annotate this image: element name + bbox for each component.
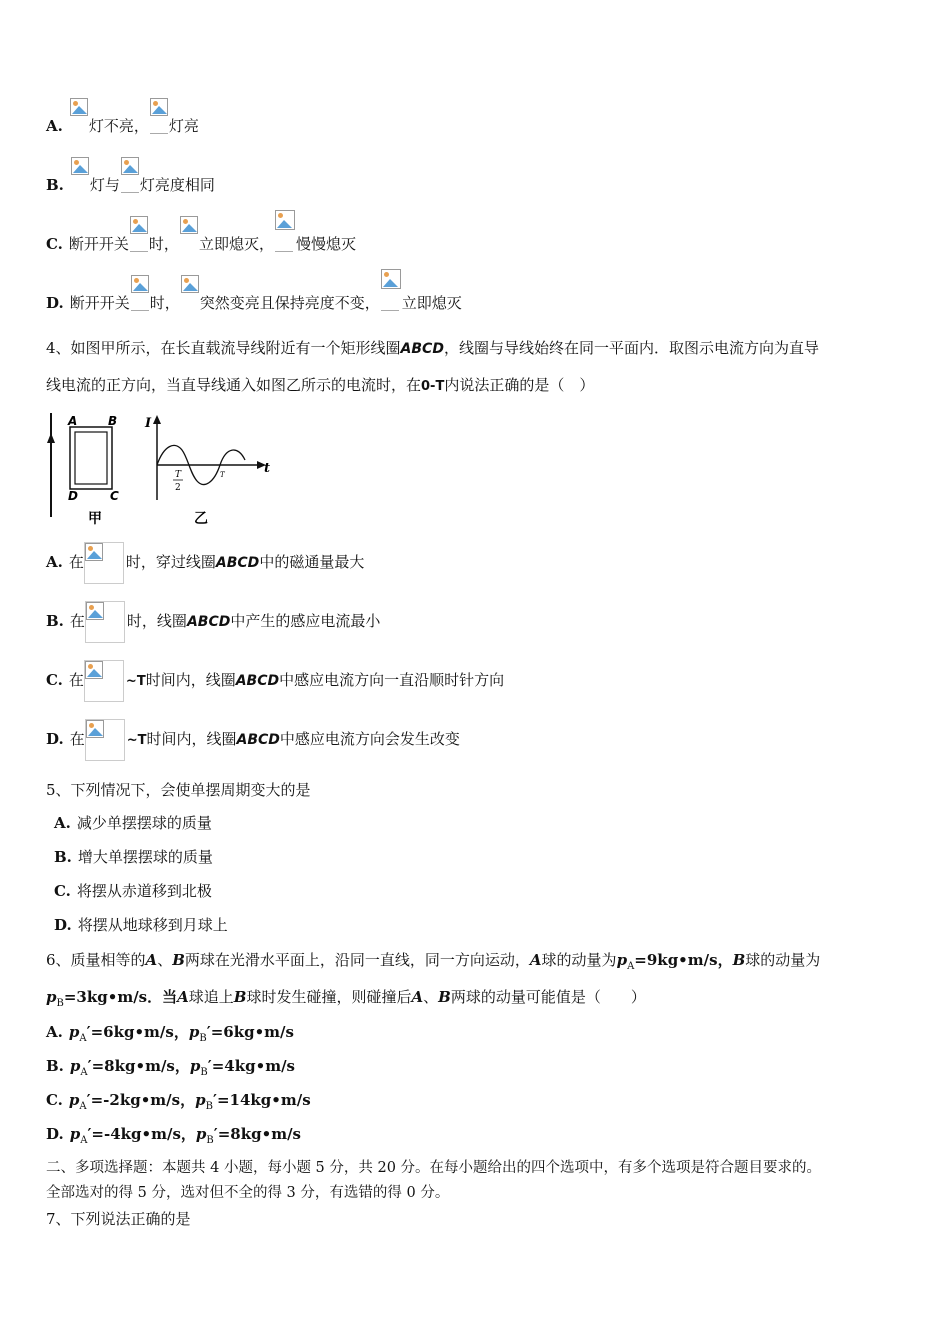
option-symbol: ~T bbox=[126, 733, 147, 748]
stem-symbol: A bbox=[177, 988, 189, 1006]
option-label: D. bbox=[46, 294, 64, 312]
option-label: C. bbox=[46, 671, 63, 689]
option-symbol: ABCD bbox=[186, 614, 231, 630]
option-label: A. bbox=[46, 117, 63, 135]
option-prime: ′ bbox=[87, 1125, 92, 1143]
stem-text: =9kg•m/s， bbox=[634, 951, 733, 969]
option-text: 时， bbox=[149, 294, 180, 312]
option-text: 断开开关 bbox=[69, 294, 130, 312]
option-text: 灯亮 bbox=[168, 117, 199, 135]
image-placeholder-icon bbox=[85, 601, 125, 643]
option-text: 增大单摆摆球的质量 bbox=[77, 848, 213, 866]
corner-b: B bbox=[108, 414, 118, 428]
stem-text: ，线圈与导线始终在同一平面内．取图示电流方向为直导 bbox=[443, 339, 819, 357]
option-text: =8kg•m/s， bbox=[91, 1057, 190, 1075]
option-subscript: A bbox=[80, 1135, 88, 1146]
option-prime: ′ bbox=[212, 1091, 217, 1109]
stem-symbol: A bbox=[145, 951, 158, 969]
image-placeholder-icon bbox=[85, 719, 125, 761]
option-label: B. bbox=[46, 176, 64, 194]
stem-text: 、 bbox=[423, 988, 439, 1006]
image-placeholder-icon bbox=[275, 232, 295, 250]
stem-symbol: A bbox=[411, 988, 424, 1006]
option-prime: ′ bbox=[206, 1023, 211, 1041]
option-text: 在 bbox=[68, 553, 84, 571]
q6-stem-line2 bbox=[46, 987, 646, 1014]
option-symbol: ABCD bbox=[215, 555, 260, 571]
q3-option-b[interactable] bbox=[46, 173, 215, 195]
q3-option-c[interactable] bbox=[46, 232, 356, 254]
stem-symbol: ABCD bbox=[400, 341, 444, 357]
option-symbol: p bbox=[189, 1057, 201, 1075]
image-placeholder-icon bbox=[131, 291, 149, 309]
stem-symbol: B bbox=[172, 951, 185, 969]
q4-option-d[interactable] bbox=[46, 717, 460, 763]
q3-option-d[interactable] bbox=[46, 291, 462, 313]
option-label: A. bbox=[46, 1023, 63, 1041]
stem-text: 球追上 bbox=[188, 988, 234, 1006]
option-subscript: B bbox=[206, 1135, 214, 1146]
stem-symbol: p bbox=[616, 951, 628, 969]
option-subscript: B bbox=[200, 1067, 208, 1078]
option-label: B. bbox=[46, 612, 64, 630]
tick-half-num: T bbox=[175, 470, 182, 480]
option-text: 中感应电流方向一直沿顺时针方向 bbox=[279, 671, 505, 689]
option-text: 时， bbox=[148, 235, 179, 253]
option-symbol: p bbox=[69, 1057, 81, 1075]
option-label: D. bbox=[54, 916, 72, 934]
q7-stem: 7、下列说法正确的是 bbox=[46, 1210, 191, 1228]
option-symbol: ~T bbox=[125, 674, 146, 689]
option-text: 灯亮度相同 bbox=[139, 176, 215, 194]
option-prime: ′ bbox=[86, 1023, 91, 1041]
option-text: 突然变亮且保持亮度不变， bbox=[199, 294, 380, 312]
option-text: 立即熄灭， bbox=[198, 235, 274, 253]
axis-y-arrow-icon bbox=[153, 415, 161, 424]
axis-t-label: t bbox=[264, 461, 271, 476]
option-text: 立即熄灭 bbox=[401, 294, 462, 312]
q6-option-c[interactable] bbox=[46, 1090, 311, 1117]
tick-half-den: 2 bbox=[175, 483, 181, 493]
option-subscript: B bbox=[205, 1101, 213, 1112]
stem-subscript: B bbox=[56, 998, 64, 1009]
coil-outer bbox=[70, 427, 112, 489]
option-symbol: ABCD bbox=[236, 732, 280, 748]
option-text: 中产生的感应电流最小 bbox=[230, 612, 381, 630]
q4-option-b[interactable] bbox=[46, 599, 380, 644]
q4-stem-line2 bbox=[46, 375, 594, 397]
stem-text: 球时发生碰撞，则碰撞后 bbox=[246, 988, 412, 1006]
option-text: 时，线圈 bbox=[126, 612, 187, 630]
q6-option-d[interactable] bbox=[46, 1124, 301, 1151]
stem-text: =3kg•m/s．当 bbox=[63, 988, 178, 1006]
stem-symbol: 0-T bbox=[421, 379, 445, 394]
option-prime: ′ bbox=[86, 1091, 91, 1109]
stem-symbol: B bbox=[233, 988, 247, 1006]
q4-stem-line1 bbox=[46, 338, 819, 359]
stem-symbol: B bbox=[732, 951, 746, 969]
image-placeholder-icon bbox=[180, 232, 198, 250]
option-symbol: ABCD bbox=[235, 673, 280, 689]
axis-i-label: I bbox=[145, 416, 152, 431]
q6-stem-line1 bbox=[46, 950, 820, 977]
option-text: =6kg•m/s bbox=[210, 1023, 294, 1041]
option-text: 时间内，线圈 bbox=[146, 730, 237, 748]
image-placeholder-icon bbox=[121, 173, 139, 191]
current-arrow-icon bbox=[47, 433, 55, 443]
option-text: 灯与 bbox=[89, 176, 120, 194]
image-placeholder-icon bbox=[84, 660, 124, 702]
label-jia: 甲 bbox=[88, 511, 102, 527]
option-label: D. bbox=[46, 1125, 64, 1143]
image-placeholder-icon bbox=[70, 114, 88, 132]
corner-a: A bbox=[68, 414, 78, 428]
option-label: A. bbox=[46, 553, 63, 571]
stem-text: 内说法正确的是（ ） bbox=[444, 376, 595, 394]
q4-option-a[interactable] bbox=[46, 540, 364, 585]
option-label: B. bbox=[54, 848, 72, 866]
image-placeholder-icon bbox=[84, 542, 124, 584]
coil-inner bbox=[75, 432, 107, 484]
option-text: 断开开关 bbox=[68, 235, 129, 253]
option-text: 时，穿过线圈 bbox=[125, 553, 216, 571]
q6-option-a[interactable] bbox=[46, 1022, 294, 1049]
option-label: C. bbox=[54, 882, 71, 900]
option-text: 将摆从地球移到月球上 bbox=[77, 916, 228, 934]
stem-symbol: p bbox=[46, 988, 57, 1006]
option-text: =8kg•m/s bbox=[217, 1125, 302, 1143]
option-text: 将摆从赤道移到北极 bbox=[76, 882, 212, 900]
q4-figure bbox=[42, 405, 278, 530]
stem-text: 球的动量为 bbox=[541, 951, 617, 969]
image-placeholder-icon bbox=[381, 291, 401, 309]
option-prime: ′ bbox=[207, 1057, 212, 1075]
stem-text: 线电流的正方向，当直导线通入如图乙所示的电流时，在 bbox=[46, 376, 422, 394]
option-text: =6kg•m/s， bbox=[90, 1023, 189, 1041]
section2-line2: 全部选对的得 5 分，选对但不全的得 3 分，有选错的得 0 分。 bbox=[46, 1185, 450, 1201]
option-text: 中的磁通量最大 bbox=[259, 553, 365, 571]
option-text: 灯不亮， bbox=[88, 117, 149, 135]
option-symbol: p bbox=[69, 1125, 81, 1143]
option-label: A. bbox=[54, 814, 71, 832]
option-text: =-4kg•m/s， bbox=[91, 1125, 196, 1143]
option-label: B. bbox=[46, 1057, 64, 1075]
option-text: 减少单摆摆球的质量 bbox=[76, 814, 212, 832]
option-subscript: A bbox=[79, 1033, 87, 1044]
image-placeholder-icon bbox=[150, 114, 168, 132]
option-label: D. bbox=[46, 730, 64, 748]
option-text: 时间内，线圈 bbox=[145, 671, 236, 689]
option-symbol: p bbox=[68, 1023, 80, 1041]
option-subscript: A bbox=[79, 1101, 87, 1112]
q5-option-b[interactable] bbox=[54, 847, 213, 867]
tick-t: T bbox=[220, 471, 225, 479]
option-subscript: B bbox=[199, 1033, 207, 1044]
image-placeholder-icon bbox=[181, 291, 199, 309]
option-prime: ′ bbox=[87, 1057, 92, 1075]
stem-text: 球的动量为 bbox=[745, 951, 821, 969]
option-text: 中感应电流方向会发生改变 bbox=[279, 730, 460, 748]
stem-text: 4、如图甲所示，在长直载流导线附近有一个矩形线圈 bbox=[46, 339, 401, 357]
stem-text: 、 bbox=[157, 951, 173, 969]
option-symbol: p bbox=[195, 1125, 207, 1143]
stem-text: 两球在光滑水平面上，沿同一直线，同一方向运动， bbox=[184, 951, 530, 969]
corner-c: C bbox=[110, 489, 119, 503]
q5-option-c[interactable] bbox=[54, 881, 212, 901]
option-text: 在 bbox=[68, 671, 84, 689]
option-label: C. bbox=[46, 235, 63, 253]
option-text: =4kg•m/s bbox=[211, 1057, 295, 1075]
option-text: 在 bbox=[69, 730, 85, 748]
q4-option-c[interactable] bbox=[46, 658, 504, 704]
option-text: =14kg•m/s bbox=[216, 1091, 311, 1109]
option-label: C. bbox=[46, 1091, 63, 1109]
label-yi: 乙 bbox=[194, 511, 208, 527]
option-symbol: p bbox=[188, 1023, 200, 1041]
option-symbol: p bbox=[195, 1091, 206, 1109]
option-prime: ′ bbox=[213, 1125, 218, 1143]
q3-option-a[interactable] bbox=[46, 114, 199, 136]
stem-text: 6、质量相等的 bbox=[46, 951, 146, 969]
stem-subscript: A bbox=[627, 961, 635, 972]
q5-option-a[interactable] bbox=[54, 813, 212, 833]
q6-option-b[interactable] bbox=[46, 1056, 295, 1083]
stem-text: 两球的动量可能值是（ ） bbox=[450, 988, 646, 1006]
section2-line1: 二、多项选择题：本题共 4 小题，每小题 5 分，共 20 分。在每小题给出的四个选项中，有多个选项是符合题目要求的。 bbox=[46, 1160, 822, 1176]
image-placeholder-icon bbox=[130, 232, 148, 250]
stem-symbol: B bbox=[438, 988, 451, 1006]
image-placeholder-icon bbox=[71, 173, 89, 191]
option-text: =-2kg•m/s， bbox=[90, 1091, 196, 1109]
q5-option-d[interactable] bbox=[54, 915, 228, 935]
q5-stem: 5、下列情况下，会使单摆周期变大的是 bbox=[46, 781, 311, 799]
stem-symbol: A bbox=[529, 951, 542, 969]
corner-d: D bbox=[68, 489, 78, 503]
option-text: 在 bbox=[69, 612, 85, 630]
option-text: 慢慢熄灭 bbox=[295, 235, 356, 253]
option-subscript: A bbox=[80, 1067, 88, 1078]
option-symbol: p bbox=[68, 1091, 80, 1109]
